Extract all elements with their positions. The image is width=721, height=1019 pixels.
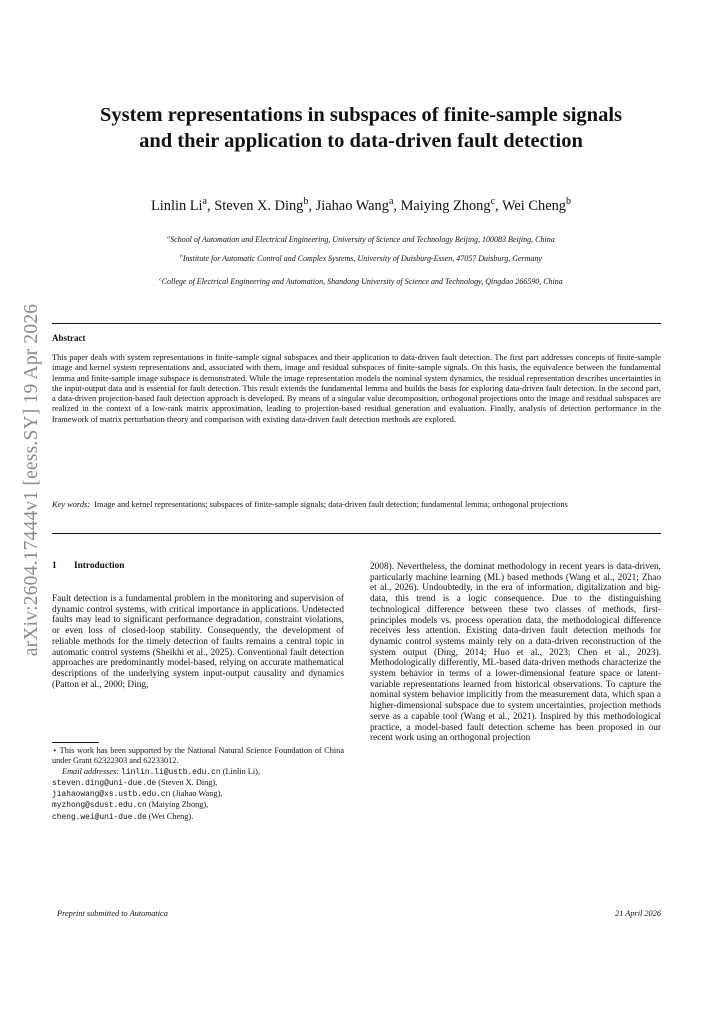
funding-footnote bbox=[52, 746, 344, 767]
footer-preprint-note: Preprint submitted to Automatica bbox=[57, 909, 168, 918]
keywords-label: Key words: bbox=[52, 500, 91, 509]
author-name: Wei Cheng bbox=[501, 198, 566, 214]
affiliation-text: College of Electrical Engineering and Automation, Shandong University of Science and Technology, Qingdao 266590, China bbox=[161, 277, 563, 286]
author-name: Steven X. Ding bbox=[214, 198, 304, 214]
funding-text: This work has been supported by the National Natural Science Foundation of China under Grant 62322303 and 62233012. bbox=[52, 746, 344, 766]
paper-title-line-2: and their application to data-driven fault detection bbox=[139, 130, 583, 152]
affiliation-text: Institute for Automatic Control and Complex Systems, University of Duisburg-Essen, 47057 Duisburg, Germany bbox=[182, 254, 542, 263]
abstract-heading: Abstract bbox=[52, 333, 86, 343]
email-link[interactable]: jiahaowang@xs.ustb.edu.cn bbox=[52, 790, 171, 800]
affiliation-b bbox=[50, 254, 672, 263]
author-list: Linlin Li$^a$, Steven X. Ding$^b$, Jiahao Wang$^a$, Maiying Zhong$^c$, Wei Cheng$^b$ bbox=[150, 196, 572, 214]
body-paragraph: Fault detection is a fundamental problem in the monitoring and supervision of dynamic control systems, with critical importance in applications. Undetected faults may lead to significant performance degradation, constraint violations, or even loss of closed-loop stability. Consequently, the development of reliable methods for the timely detection of faults remains a central topic in automatic control systems (Sheikhi et al., 2025). Conventional fault detection approaches are predominantly model-based, relying on accurate mathematical descriptions of the underlying system input-output causality and dynamics (Patton et al., 2000; Ding, bbox=[52, 594, 344, 690]
footnote-rule bbox=[52, 742, 99, 743]
author-affiliation-mark: a bbox=[202, 196, 208, 208]
email-line bbox=[52, 800, 344, 811]
email-owner: (Steven X. Ding), bbox=[158, 777, 218, 787]
paper-title-line-1: System representations in subspaces of finite-sample signals bbox=[99, 104, 623, 126]
email-line bbox=[52, 778, 344, 789]
body-column-right bbox=[370, 562, 661, 744]
affiliation-a bbox=[50, 235, 672, 244]
author-affiliation-mark: a bbox=[388, 196, 394, 208]
email-line bbox=[52, 812, 344, 823]
section-number: 1 bbox=[52, 561, 57, 571]
abstract-top-rule bbox=[52, 323, 661, 324]
email-owner: (Jiahao Wang), bbox=[172, 789, 223, 799]
arxiv-identifier-stamp bbox=[9, 285, 55, 675]
author-affiliation-mark: c bbox=[490, 196, 496, 208]
abstract-text: This paper deals with system representations in finite-sample signal subspaces and their application to data-driven fault detection. The first part addresses concepts of finite-sample image and kernel system representations and, associated with them, image and residual subspaces of finite-sample signals. On this basis, the equivalence between the fundamental lemma and finite-sample image subspace is demonstrated. While the image representation models the nominal system dynamics, the residual representation describes uncertainties in the input-output data and is essential for fault detection. This result extends the fundamental lemma and builds the basis for exploring data-driven fault detection. In the second part, a data-driven projection-based fault detection approach is developed. By means of a singular value decomposition, orthogonal projections onto the image and residual subspaces are realized in the context of a low-rank matrix approximation, leading to projection-based residual generation and evaluation. Finally, analysis of detection performance in the framework of matrix perturbation theory and comparison with existing data-driven fault detection methods are explored. bbox=[52, 353, 661, 424]
abstract-bottom-rule bbox=[52, 533, 661, 534]
arxiv-identifier-text: arXiv:2604.17444v1 [eess.SY] 19 Apr 2026 bbox=[21, 303, 42, 657]
body-column-left bbox=[52, 594, 344, 690]
email-owner: (Maiying Zhong), bbox=[148, 800, 209, 810]
footnotes bbox=[52, 746, 344, 823]
email-link[interactable]: cheng.wei@uni-due.de bbox=[52, 812, 147, 822]
email-link[interactable]: myzhong@sdust.edu.cn bbox=[52, 801, 147, 811]
email-owner: (Linlin Li), bbox=[222, 766, 261, 776]
author-name: Linlin Li bbox=[150, 198, 203, 214]
keywords-text: Image and kernel representations; subspaces of finite-sample signals; data-driven fault detection; fundamental lemma; orthogonal projections bbox=[94, 500, 568, 509]
paper-title bbox=[55, 102, 667, 154]
author-affiliation-mark: b bbox=[303, 196, 309, 208]
email-owner: (Wei Cheng). bbox=[148, 811, 194, 821]
affiliation-mark: a bbox=[167, 234, 171, 241]
email-link[interactable]: linlin.li@ustb.edu.cn bbox=[121, 767, 221, 777]
affiliation-mark: b bbox=[180, 253, 183, 260]
footer-date: 21 April 2026 bbox=[615, 909, 661, 918]
affiliation-c bbox=[50, 277, 672, 286]
email-line bbox=[52, 789, 344, 800]
affiliation-mark: c bbox=[159, 276, 162, 283]
author-name: Maiying Zhong bbox=[400, 198, 491, 214]
keywords bbox=[52, 500, 661, 510]
email-footnote bbox=[52, 767, 344, 778]
body-paragraph: 2008). Nevertheless, the dominat methodology in recent years is data-driven, particularly machine learning (ML) based methods (Wang et al., 2021; Zhao et al., 2026). Undoubtedly, in the era of information, digitalization and big-data, this trend is a logic consequence. Due to the distinguishing technological difference between these two classes of methods, first-principles models vs. process operation data, the methodological difference receives less attention. Existing data-driven fault detection methods for dynamic control systems mainly rely on a data-driven reconstruction of the system output (Ding, 2014; Huo et al., 2023; Chen et al., 2023). Methodologically differently, ML-based data-driven methods characterize the system behavior in terms of a lower-dimensional feature space or latent-variable representations learned from historical observations. To capture the nominal system behavior implicitly from the measurement data, which span a higher-dimensional subspace due to system uncertainties, projection methods serve as a capable tool (Wang et al., 2021). Inspired by this methodological practice, a model-based fault detection scheme has been proposed in our recent work using an orthogonal projection bbox=[370, 562, 661, 744]
affiliation-text: School of Automation and Electrical Engineering, University of Science and Technology Beijing, 100083 Beijing, China bbox=[170, 235, 555, 244]
author-affiliation-mark: b bbox=[565, 196, 572, 208]
section-title: Introduction bbox=[74, 561, 125, 571]
email-label: Email addresses: bbox=[62, 766, 120, 776]
footnote-star: ⋆ bbox=[52, 746, 58, 755]
email-link[interactable]: steven.ding@uni-due.de bbox=[52, 778, 157, 788]
section-heading bbox=[52, 561, 124, 571]
author-name: Jiahao Wang bbox=[315, 198, 389, 214]
